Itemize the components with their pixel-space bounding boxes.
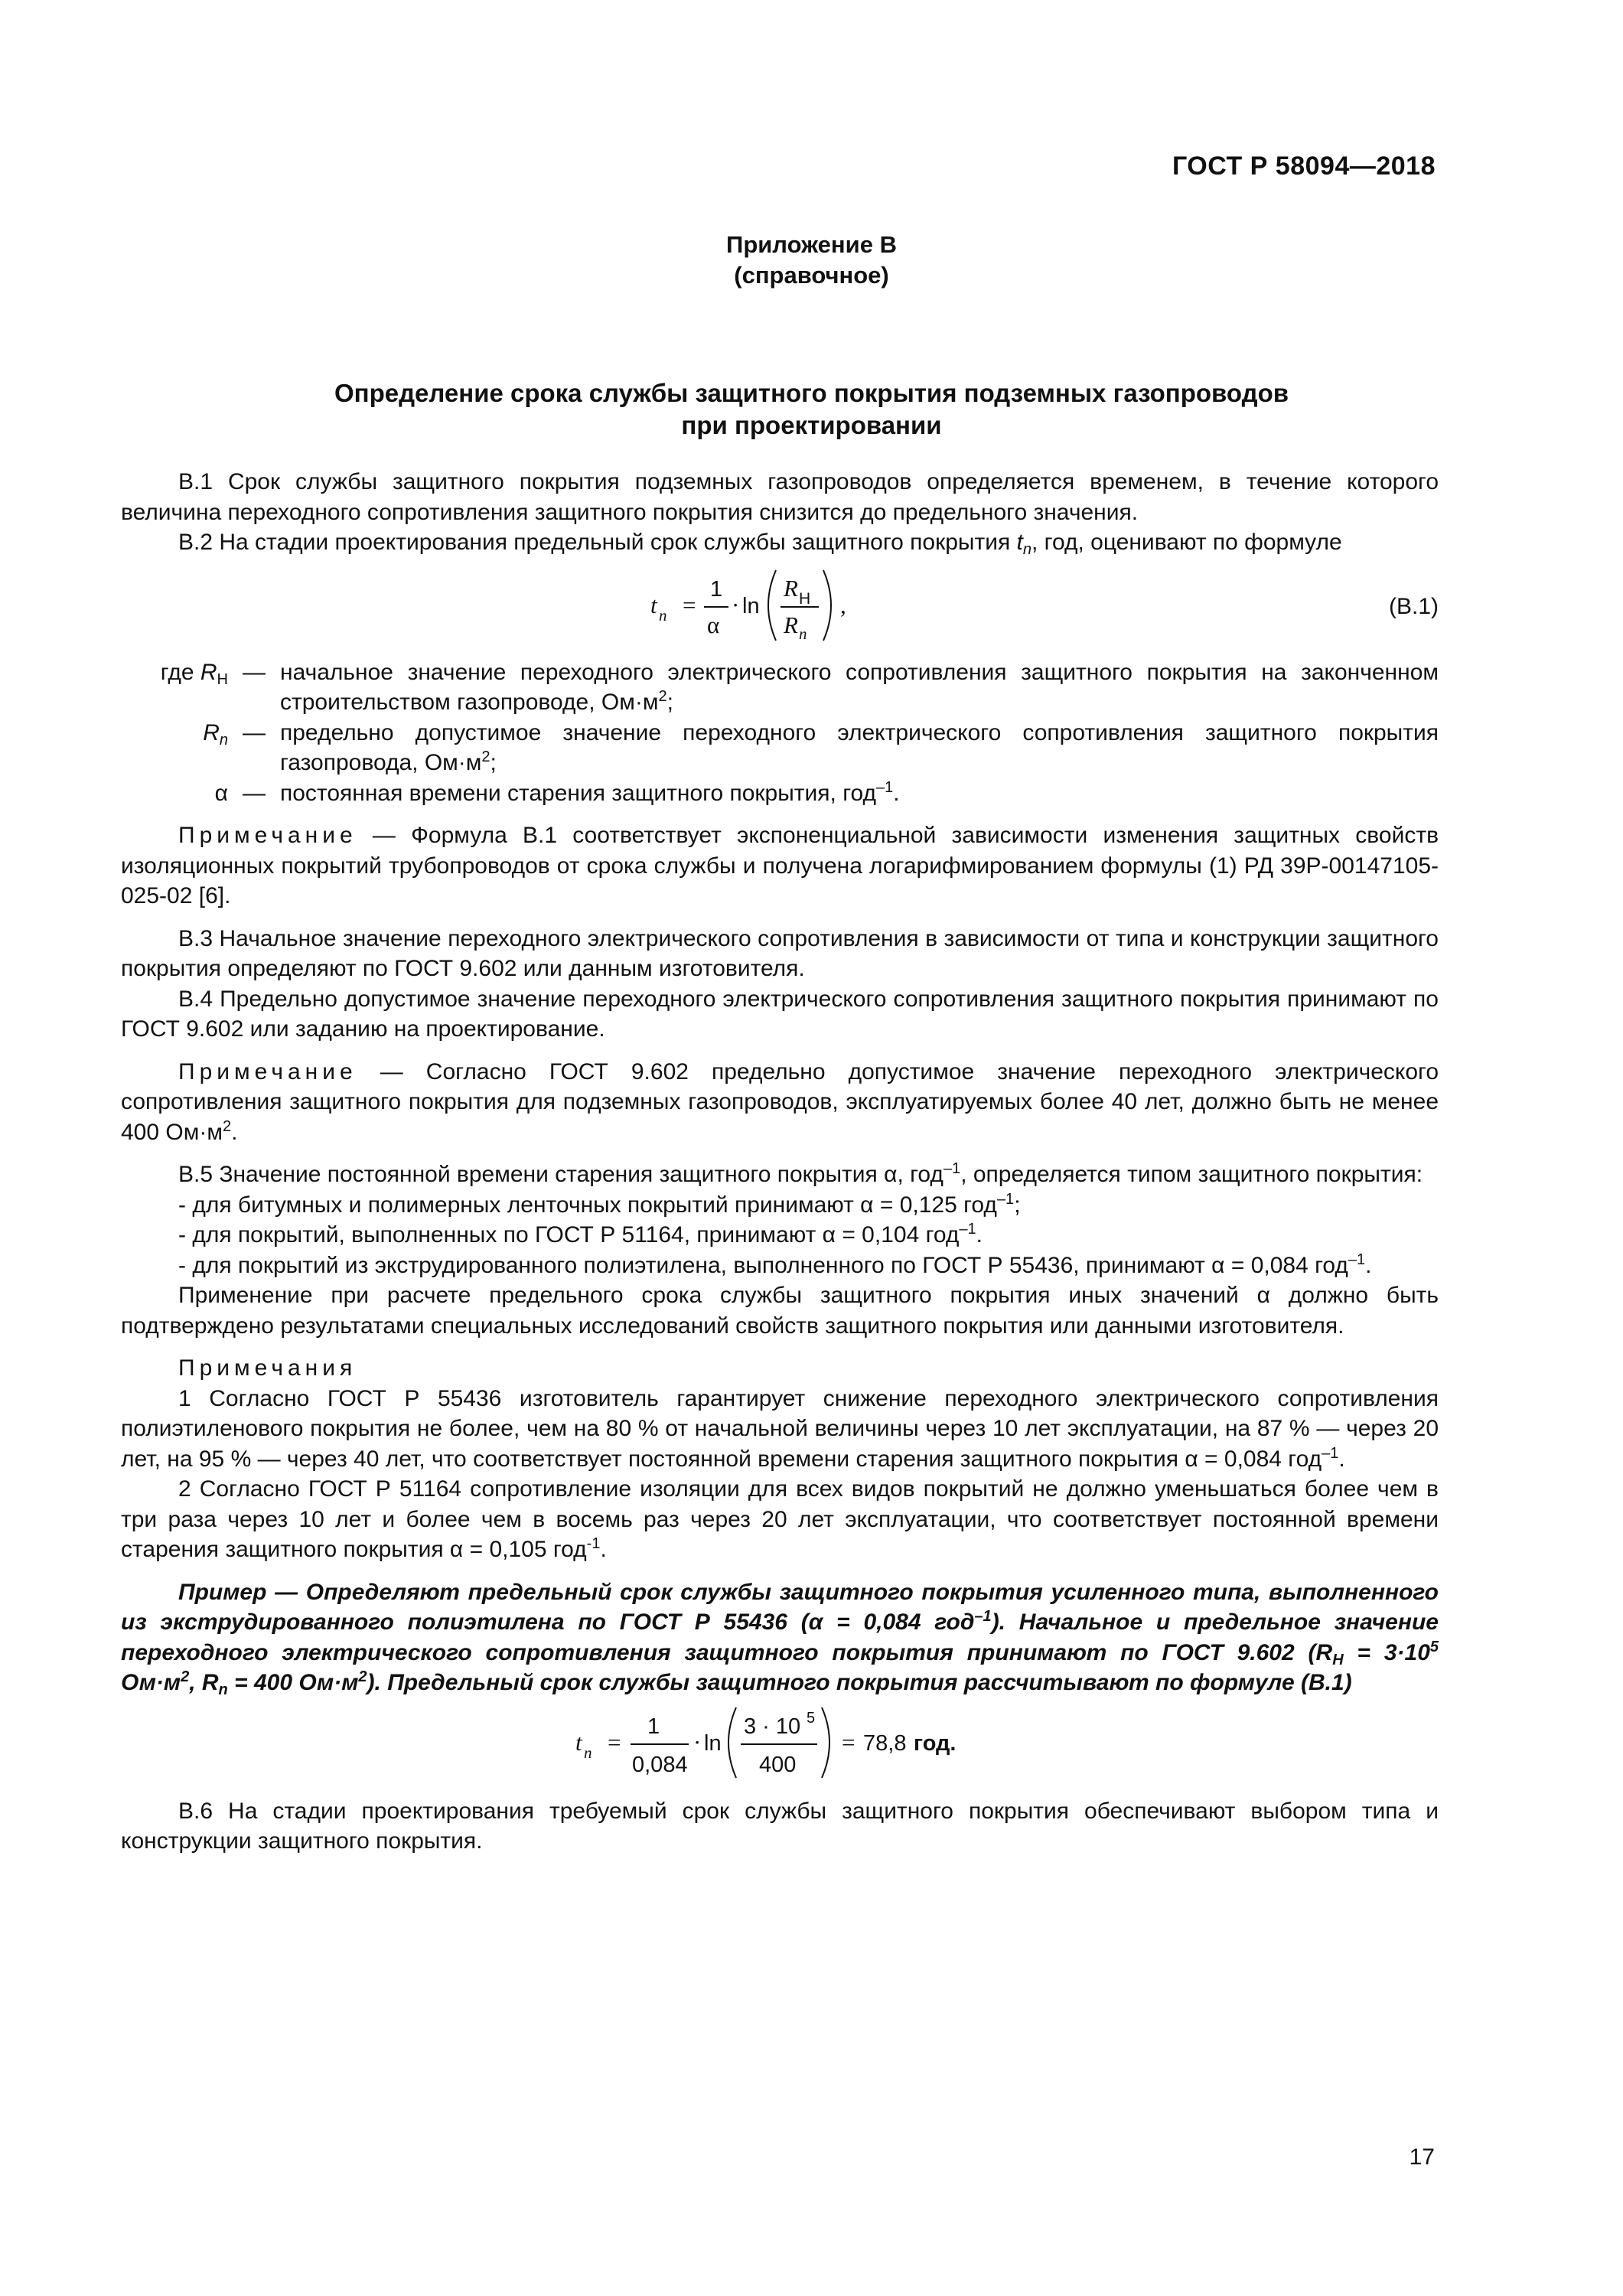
example-block bbox=[121, 1577, 1439, 1698]
formula-left-paren bbox=[768, 570, 776, 641]
unit-superscript: 2 bbox=[658, 688, 667, 705]
ex-lhs-sub: n bbox=[584, 1743, 592, 1762]
section-title-line-1: Определение срока службы защитного покрытия подземных газопроводов bbox=[334, 379, 1289, 407]
unit-superscript: 2 bbox=[358, 1668, 367, 1685]
b5-text: В.5 Значение постоянной времени старения защитного покрытия α, год bbox=[178, 1162, 943, 1187]
formula-num: 1 bbox=[710, 576, 723, 602]
paragraph-b6: В.6 На стадии проектирования требуемый срок службы защитного покрытия обеспечивают выбором типа и конструкции защитного покрытия. bbox=[121, 1798, 1439, 1854]
alpha-end: . bbox=[893, 780, 900, 806]
paragraph-b1: В.1 Срок службы защитного покрытия подземных газопроводов определяется временем, в течение которого величина переходного сопротивления защитного покрытия снизится до предельного значения. bbox=[121, 469, 1439, 525]
ex-den: 0,084 bbox=[632, 1752, 688, 1777]
example-text bbox=[121, 1577, 1439, 1698]
body-text bbox=[121, 467, 1439, 1857]
list-superscript: –1 bbox=[996, 1190, 1015, 1208]
example-rh: R bbox=[1315, 1639, 1333, 1665]
example-rn: R bbox=[201, 1670, 219, 1695]
formula-rn-sub: Н bbox=[799, 589, 811, 608]
ex-inner-power: 5 bbox=[807, 1709, 816, 1727]
note-2 bbox=[121, 1057, 1439, 1148]
definition-rn-text bbox=[280, 718, 1439, 778]
example-power: 5 bbox=[1429, 1638, 1439, 1655]
list-1-text: - для битумных и полимерных ленточных покрытий принимают α = 0,125 год bbox=[178, 1192, 997, 1218]
unit-superscript: 2 bbox=[222, 1117, 232, 1135]
where-word: где bbox=[160, 659, 194, 685]
note-3-end: . bbox=[1338, 1446, 1345, 1472]
rh-description: начальное значение переходного электрического сопротивления защитного покрытия на законченном строительством газопроводе, Ом·м bbox=[280, 659, 1439, 715]
list-superscript: –1 bbox=[959, 1221, 976, 1238]
example-part-e: , bbox=[189, 1670, 202, 1695]
ex-eq2: = bbox=[842, 1728, 855, 1756]
alpha-superscript: –1 bbox=[876, 778, 894, 796]
formula-comma: , bbox=[840, 591, 846, 618]
rn-end: ; bbox=[490, 750, 497, 775]
note-4 bbox=[121, 1474, 1439, 1565]
b2-variable: t bbox=[1016, 530, 1023, 555]
formula-rd-sub: n bbox=[799, 624, 807, 643]
example-formula bbox=[121, 1700, 1439, 1786]
ex-inner-num: 3 · 10 bbox=[744, 1714, 801, 1739]
b5-end: , определяется типом защитного покрытия: bbox=[960, 1162, 1423, 1187]
formula-b1 bbox=[121, 563, 1439, 648]
appendix-label: Приложение В bbox=[726, 231, 897, 258]
formula-ln: ln bbox=[742, 593, 760, 618]
ex-inner-den: 400 bbox=[759, 1752, 797, 1777]
note-4-superscript: -1 bbox=[586, 1535, 601, 1552]
rn-letter: R bbox=[203, 719, 220, 745]
example-formula-svg bbox=[574, 1700, 972, 1786]
paragraph-b5 bbox=[121, 1159, 1439, 1190]
list-superscript: –1 bbox=[1348, 1251, 1366, 1268]
formula-rd: R bbox=[784, 611, 798, 638]
b2-text-end: , год, оценивают по формуле bbox=[1031, 530, 1342, 555]
definition-dash: — bbox=[243, 719, 266, 745]
ex-eq: = bbox=[608, 1728, 621, 1756]
formula-b1-svg bbox=[649, 563, 894, 648]
note-3-text: 1 Согласно ГОСТ Р 55436 изготовитель гарантирует снижение переходного электрического сопротивления полиэтиленового покрытия не более, чем на 80 % от начальной величины через 10 лет эксплуатации, на 87 % — через 20 лет, на 95 % — через 40 лет, что соответствует постоянной времени старения защитного покрытия α = 0,084 год bbox=[121, 1385, 1439, 1472]
example-part-d: Ом·м bbox=[121, 1670, 181, 1695]
list-item-55436 bbox=[121, 1251, 1439, 1281]
note-3 bbox=[121, 1384, 1439, 1475]
example-part-a: Пример — Определяют предельный срок службы защитного покрытия усиленного типа, выполненного из экструдированного полиэтилена по ГОСТ Р 55436 (α = 0,084 год bbox=[121, 1579, 1439, 1635]
rn-subscript: n bbox=[219, 731, 228, 748]
paragraph-b4: В.4 Предельно допустимое значение переходного электрического сопротивления защитного покрытия принимают по ГОСТ 9.602 или заданию на проектирование. bbox=[121, 986, 1439, 1042]
rn-description: предельно допустимое значение переходного электрического сопротивления защитного покрытия газопровода, Ом·м bbox=[280, 719, 1439, 775]
list-3-text: - для покрытий из экструдированного полиэтилена, выполненного по ГОСТ Р 55436, принимают α = 0,084 год bbox=[178, 1252, 1348, 1278]
unit-superscript: 2 bbox=[181, 1668, 190, 1685]
rh-subscript: Н bbox=[217, 670, 228, 688]
formula-right-paren bbox=[823, 570, 831, 641]
rh-end: ; bbox=[666, 690, 673, 715]
paragraph-application: Применение при расчете предельного срока службы защитного покрытия иных значений α должно быть подтверждено результатами специальных исследований свойств защитного покрытия или данными изготовителя. bbox=[121, 1283, 1439, 1339]
example-part-c: = 3·10 bbox=[1343, 1639, 1430, 1665]
definition-alpha bbox=[121, 778, 1439, 809]
list-2-text: - для покрытий, выполненных по ГОСТ Р 51164, принимают α = 0,104 год bbox=[178, 1222, 960, 1247]
definition-dash: — bbox=[243, 780, 266, 806]
list-item-51164 bbox=[121, 1220, 1439, 1251]
note-label: Примечание bbox=[178, 1058, 357, 1084]
note-1 bbox=[121, 820, 1439, 912]
definition-dash: — bbox=[243, 659, 266, 685]
list-2-end: . bbox=[976, 1222, 983, 1247]
appendix-type: (справочное) bbox=[734, 262, 889, 289]
note-2-end: . bbox=[231, 1119, 238, 1145]
definition-rh-text bbox=[280, 657, 1439, 718]
definitions bbox=[121, 657, 1439, 809]
unit-superscript: 2 bbox=[481, 748, 490, 765]
rh-letter: R bbox=[200, 659, 217, 685]
appendix-title bbox=[0, 230, 1623, 291]
definition-rh bbox=[121, 657, 1439, 718]
formula-eq: = bbox=[683, 591, 696, 618]
formula-lhs-sub: n bbox=[659, 605, 667, 625]
paragraph-b3: В.3 Начальное значение переходного электрического сопротивления в зависимости от типа и конструкции защитного покрытия определяют по ГОСТ 9.602 или данным изготовителя. bbox=[121, 925, 1439, 981]
ex-right-paren bbox=[822, 1707, 829, 1778]
definition-rn-symbol bbox=[121, 718, 228, 748]
list-3-end: . bbox=[1365, 1252, 1372, 1278]
example-rn-sub: n bbox=[218, 1681, 228, 1698]
formula-dot: · bbox=[732, 591, 740, 618]
section-title-line-2: при проектировании bbox=[681, 411, 942, 439]
note-4-text: 2 Согласно ГОСТ Р 51164 сопротивление изоляции для всех видов покрытий не должно уменьшаться более чем в три раза через 10 лет и более чем в восемь раз через 20 лет эксплуатации, что соответствует постоянной времени старения защитного покрытия α = 0,105 год bbox=[121, 1476, 1439, 1562]
b2-variable-subscript: n bbox=[1022, 541, 1031, 558]
example-rh-sub: Н bbox=[1332, 1651, 1344, 1668]
definition-alpha-text bbox=[280, 778, 1439, 809]
note-3-superscript: –1 bbox=[1322, 1444, 1339, 1462]
document-id-header: ГОСТ Р 58094—2018 bbox=[1172, 152, 1436, 181]
ex-dot: · bbox=[693, 1728, 702, 1756]
note-label: Примечание bbox=[178, 823, 357, 848]
example-part-f: = 400 Ом·м bbox=[227, 1670, 359, 1695]
definition-alpha-symbol: α bbox=[214, 780, 228, 806]
ex-unit: год. bbox=[914, 1730, 957, 1756]
ex-left-paren bbox=[728, 1707, 736, 1778]
note-1-text: — Формула В.1 соответствует экспоненциальной зависимости изменения защитных свойств изоляционных покрытий трубопроводов от срока службы и получена логарифмированием формулы (1) РД 39Р-00147105-025-02 [6]. bbox=[121, 823, 1439, 908]
alpha-description: постоянная времени старения защитного покрытия, год bbox=[280, 780, 877, 806]
formula-lhs: t bbox=[650, 591, 657, 618]
example-part-b: ). Начальное и предельное значение переходного электрического сопротивления защитного покрытия принимают по ГОСТ 9.602 ( bbox=[121, 1609, 1439, 1665]
notes-label: Примечания bbox=[178, 1355, 357, 1381]
formula-den: α bbox=[707, 611, 720, 638]
formula-number: (В.1) bbox=[1388, 593, 1439, 619]
paragraph-b2 bbox=[121, 527, 1439, 558]
b2-text: В.2 На стадии проектирования предельный срок службы защитного покрытия bbox=[178, 530, 1017, 555]
example-superscript: –1 bbox=[974, 1608, 992, 1625]
definition-rh-symbol bbox=[121, 657, 228, 688]
ex-lhs: t bbox=[575, 1728, 582, 1756]
definition-rn bbox=[121, 718, 1439, 778]
example-part-g: ). Предельный срок службы защитного покрытия рассчитывают по формуле (В.1) bbox=[367, 1670, 1352, 1695]
note-2-text: — Согласно ГОСТ 9.602 предельно допустимое значение переходного электрического сопротивления защитного покрытия для подземных газопроводов, эксплуатируемых более 40 лет, должно быть не менее 400 Ом·м bbox=[121, 1058, 1439, 1145]
ex-num: 1 bbox=[647, 1714, 660, 1739]
page-number: 17 bbox=[1409, 2144, 1435, 2170]
list-1-end: ; bbox=[1014, 1192, 1021, 1218]
ex-result: 78,8 bbox=[863, 1730, 907, 1756]
formula-rn: R bbox=[784, 574, 798, 602]
b5-superscript: –1 bbox=[943, 1160, 961, 1177]
note-4-end: . bbox=[600, 1537, 607, 1562]
ex-ln: ln bbox=[704, 1730, 722, 1756]
section-title bbox=[0, 377, 1623, 442]
list-item-bitumen bbox=[121, 1190, 1439, 1221]
